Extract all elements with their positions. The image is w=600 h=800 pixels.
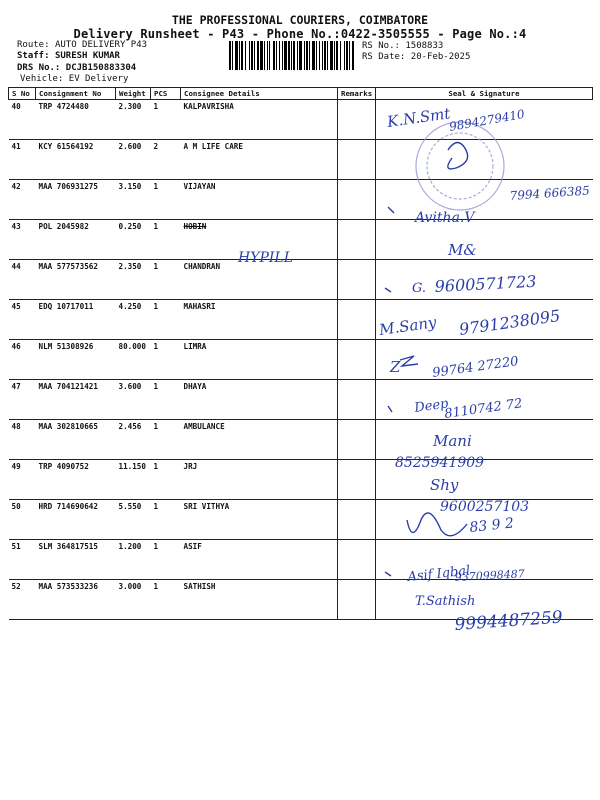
cell-weight (116, 340, 151, 380)
cell-consignee-text: CHANDRAN (183, 262, 221, 271)
cell-consignment (36, 580, 116, 620)
table-row (9, 580, 593, 620)
cell-consignee (181, 460, 338, 500)
cell-consignee-text: A M LIFE CARE (183, 142, 243, 151)
cell-weight-text: 3.000 (118, 582, 142, 591)
rs-date-value: 20-Feb-2025 (410, 52, 471, 62)
cell-weight (116, 100, 151, 140)
barcode-bar (245, 41, 246, 70)
barcode-bar (254, 41, 255, 70)
cell-sno (9, 140, 36, 180)
cell-weight-text: 0.250 (118, 222, 142, 231)
barcode-bar (324, 41, 326, 70)
cell-remarks (338, 540, 376, 580)
barcode-bar (260, 41, 263, 70)
barcode-bar (241, 41, 243, 70)
cell-pcs-text: 1 (153, 502, 159, 511)
cell-pcs-text: 1 (153, 302, 159, 311)
cell-pcs (151, 580, 181, 620)
handwritten-ph52: 9994487259 (453, 607, 564, 635)
cell-remarks (338, 140, 376, 180)
cell-consignment (36, 140, 116, 180)
handwritten-sig43: M& (448, 241, 477, 259)
cell-consignment-text: MAA 302810665 (38, 422, 98, 431)
cell-remarks (338, 300, 376, 340)
cell-consignee-text: DHAYA (183, 382, 207, 391)
handwritten-ph49: 9600257103 (440, 499, 530, 515)
cell-consignee (181, 540, 338, 580)
barcode-bar (336, 41, 338, 70)
handwritten-sig45: M.Sany (378, 313, 438, 339)
cell-consignee (181, 340, 338, 380)
cell-weight-text: 80.000 (118, 342, 146, 351)
table-row (9, 140, 593, 180)
cell-consignment (36, 180, 116, 220)
table-row (9, 100, 593, 140)
cell-consignee-text: SRI VITHYA (183, 502, 230, 511)
cell-pcs (151, 100, 181, 140)
handwritten-ph48: 8525941909 (395, 455, 485, 471)
cell-sno (9, 300, 36, 340)
table-row (9, 540, 593, 580)
cell-weight-text: 2.300 (118, 102, 142, 111)
barcode-bar (327, 41, 328, 70)
barcode-bar (322, 41, 323, 70)
col-sno: S No (9, 87, 36, 100)
cell-signature (376, 100, 593, 140)
cell-consignee (181, 420, 338, 460)
staff-value: SURESH KUMAR (54, 51, 120, 61)
cell-sno-text: 49 (11, 462, 21, 471)
drs-label: DRS No.: (17, 63, 61, 73)
cell-weight-text: 3.600 (118, 382, 142, 391)
barcode-bar (312, 41, 315, 70)
cell-consignment-text: EDQ 10717011 (38, 302, 94, 311)
cell-consignment (36, 300, 116, 340)
cell-pcs (151, 260, 181, 300)
cell-pcs (151, 300, 181, 340)
cell-consignee (181, 380, 338, 420)
barcode-bar (291, 41, 292, 70)
cell-pcs-text: 1 (153, 262, 159, 271)
cell-pcs-text: 1 (153, 462, 159, 471)
staff-label: Staff: (17, 51, 50, 61)
cell-sno (9, 340, 36, 380)
cell-consignment-text: POL 2045982 (38, 222, 89, 231)
cell-weight (116, 140, 151, 180)
handwritten-ph50: 83 9 2 (468, 515, 515, 536)
cell-consignee-text: AMBULANCE (183, 422, 225, 431)
barcode-bar (346, 41, 348, 70)
handwritten-sig42: Avitha.V (415, 210, 475, 226)
cell-remarks (338, 420, 376, 460)
cell-weight-text: 5.550 (118, 502, 142, 511)
handwritten-ph51: 9370998487 (454, 567, 526, 584)
cell-sno (9, 580, 36, 620)
cell-signature (376, 340, 593, 380)
cell-consignment-text: TRP 4724480 (38, 102, 89, 111)
handwritten-ph46: 99764 27220 (431, 354, 520, 381)
barcode-bar (293, 41, 295, 70)
cell-signature (376, 580, 593, 620)
table-row (9, 220, 593, 260)
vehicle-line (20, 74, 128, 84)
cell-sno (9, 100, 36, 140)
handwritten-ph45: 9791238095 (457, 305, 562, 339)
cell-weight (116, 580, 151, 620)
runsheet-table (8, 87, 593, 620)
barcode-bar (344, 41, 345, 70)
cell-consignee-text: SATHISH (183, 582, 216, 591)
barcode-bar (264, 41, 265, 70)
cell-consignee-text: LIMRA (183, 342, 207, 351)
cell-pcs-text: 1 (153, 422, 159, 431)
cell-sno (9, 380, 36, 420)
cell-consignee-text: VIJAYAN (183, 182, 216, 191)
cell-pcs-text: 1 (153, 582, 159, 591)
barcode-bar (249, 41, 250, 70)
barcode (229, 41, 355, 70)
cell-sno (9, 260, 36, 300)
cell-remarks (338, 580, 376, 620)
cell-remarks (338, 380, 376, 420)
barcode-bar (276, 41, 277, 70)
rs-no-line (362, 41, 443, 51)
cell-sno (9, 460, 36, 500)
handwritten-sig48: Mani (433, 432, 472, 450)
cell-pcs-text: 1 (153, 102, 159, 111)
cell-pcs (151, 500, 181, 540)
cell-weight (116, 300, 151, 340)
company-name: THE PROFESSIONAL COURIERS, COIMBATORE (171, 13, 429, 27)
barcode-bar (282, 41, 283, 70)
route-value: AUTO DELIVERY P43 (54, 40, 148, 50)
barcode-bar (319, 41, 320, 70)
cell-consignment-text: SLM 364817515 (38, 542, 98, 551)
cell-weight-text: 2.600 (118, 142, 142, 151)
handwritten-ph42: 7994 666385 (509, 183, 591, 203)
handwritten-ph47: 8110742 72 (443, 396, 524, 422)
table-row (9, 500, 593, 540)
cell-weight-text: 4.250 (118, 302, 142, 311)
cell-sno-text: 43 (11, 222, 21, 231)
cell-sno (9, 220, 36, 260)
table-row (9, 340, 593, 380)
cell-pcs-text: 1 (153, 382, 159, 391)
cell-pcs-text: 1 (153, 342, 159, 351)
cell-signature (376, 380, 593, 420)
col-consignee: Consignee Details (181, 87, 338, 100)
cell-consignee (181, 580, 338, 620)
cell-signature (376, 460, 593, 500)
cell-consignee (181, 500, 338, 540)
cell-remarks (338, 220, 376, 260)
cell-consignee (181, 220, 338, 260)
cell-signature (376, 220, 593, 260)
drs-value: DCJB150883304 (65, 63, 137, 73)
cell-consignment-text: TRP 4090752 (38, 462, 89, 471)
barcode-bar (267, 41, 268, 70)
cell-pcs (151, 180, 181, 220)
col-remarks: Remarks (338, 87, 376, 100)
cell-remarks (338, 340, 376, 380)
cell-consignment (36, 260, 116, 300)
cell-sno (9, 420, 36, 460)
barcode-bar (330, 41, 333, 70)
cell-sno-text: 52 (11, 582, 21, 591)
barcode-bar (316, 41, 317, 70)
handwritten-sig40: K.N.Smt (386, 104, 452, 131)
col-seal-signature: Seal & Signature (376, 87, 593, 100)
cell-weight (116, 180, 151, 220)
barcode-bar (352, 41, 354, 70)
cell-sno (9, 180, 36, 220)
cell-consignee-text: HOBIN (183, 222, 207, 231)
col-pcs: PCS (151, 87, 181, 100)
handwritten-sig44: G. (412, 281, 427, 296)
table-header-row (9, 87, 593, 100)
cell-sno-text: 41 (11, 142, 21, 151)
barcode-bar (340, 41, 341, 70)
cell-remarks (338, 500, 376, 540)
cell-sno-text: 47 (11, 382, 21, 391)
barcode-bar (284, 41, 287, 70)
handwritten-sig49: Shy (430, 476, 459, 494)
cell-pcs (151, 380, 181, 420)
cell-consignee-text: ASIF (183, 542, 202, 551)
handwritten-ph44: 9600571723 (434, 271, 537, 296)
cell-signature (376, 540, 593, 580)
barcode-bar (288, 41, 290, 70)
barcode-bar (349, 41, 350, 70)
barcode-bar (229, 41, 231, 70)
cell-weight (116, 500, 151, 540)
col-weight: Weight (116, 87, 151, 100)
cell-consignment (36, 220, 116, 260)
cell-consignment-text: MAA 704121421 (38, 382, 98, 391)
cell-signature (376, 180, 593, 220)
cell-weight (116, 420, 151, 460)
cell-weight-text: 2.456 (118, 422, 142, 431)
cell-sno (9, 500, 36, 540)
rs-date-label: RS Date: (362, 52, 406, 62)
cell-pcs-text: 1 (153, 182, 159, 191)
vehicle-value: EV Delivery (68, 74, 129, 84)
cell-weight-text: 2.350 (118, 262, 142, 271)
table-row (9, 300, 593, 340)
handwritten-hypill: HYPILL (238, 250, 293, 266)
cell-consignee (181, 260, 338, 300)
cell-weight-text: 3.150 (118, 182, 142, 191)
cell-weight (116, 220, 151, 260)
cell-sno (9, 540, 36, 580)
cell-weight (116, 460, 151, 500)
cell-weight (116, 540, 151, 580)
cell-remarks (338, 260, 376, 300)
cell-sno-text: 51 (11, 542, 21, 551)
cell-signature (376, 500, 593, 540)
cell-remarks (338, 460, 376, 500)
barcode-bar (232, 41, 233, 70)
cell-consignee (181, 180, 338, 220)
cell-pcs (151, 340, 181, 380)
handwritten-sig46: Z (390, 358, 401, 376)
handwritten-sig51: Asif Iqbal (406, 563, 471, 585)
route-line (17, 40, 147, 50)
barcode-bar (235, 41, 238, 70)
cell-pcs (151, 220, 181, 260)
table-row (9, 260, 593, 300)
col-consignment: Consignment No (36, 87, 116, 100)
cell-pcs (151, 140, 181, 180)
barcode-bar (306, 41, 308, 70)
barcode-bar (273, 41, 275, 70)
cell-consignment (36, 380, 116, 420)
barcode-bar (257, 41, 259, 70)
runsheet-title: Delivery Runsheet - P43 - Phone No.:0422-3505555 - Page No.:4 (73, 27, 527, 41)
cell-sno-text: 48 (11, 422, 21, 431)
cell-pcs (151, 540, 181, 580)
drs-line (17, 63, 136, 73)
barcode-bar (251, 41, 253, 70)
cell-consignee (181, 140, 338, 180)
cell-sno-text: 40 (11, 102, 21, 111)
rs-no-label: RS No.: (362, 41, 400, 51)
barcode-bar (269, 41, 270, 70)
staff-line (17, 51, 120, 61)
cell-pcs-text: 1 (153, 222, 159, 231)
barcode-bar (279, 41, 280, 70)
cell-weight (116, 260, 151, 300)
cell-signature (376, 260, 593, 300)
cell-sno-text: 45 (11, 302, 21, 311)
cell-consignment-text: KCY 61564192 (38, 142, 94, 151)
barcode-bar (299, 41, 302, 70)
handwritten-sig47: Deep (413, 396, 450, 416)
rs-date-line (362, 52, 470, 62)
barcode-bar (309, 41, 310, 70)
cell-weight-text: 11.150 (118, 462, 146, 471)
cell-consignment (36, 500, 116, 540)
cell-consignee-text: JRJ (183, 462, 198, 471)
cell-remarks (338, 100, 376, 140)
cell-consignment (36, 340, 116, 380)
cell-consignment (36, 460, 116, 500)
cell-sno-text: 42 (11, 182, 21, 191)
barcode-bar (304, 41, 305, 70)
rs-no-value: 1508833 (405, 41, 444, 51)
cell-sno-text: 50 (11, 502, 21, 511)
vehicle-label: Vehicle: (20, 74, 64, 84)
cell-signature (376, 300, 593, 340)
barcode-bar (297, 41, 298, 70)
table-row (9, 180, 593, 220)
cell-consignee (181, 300, 338, 340)
cell-consignment-text: NLM 51308926 (38, 342, 94, 351)
barcode-bar (239, 41, 240, 70)
cell-consignment-text: MAA 706931275 (38, 182, 98, 191)
cell-signature (376, 140, 593, 180)
cell-pcs-text: 2 (153, 142, 159, 151)
cell-sno-text: 44 (11, 262, 21, 271)
cell-remarks (338, 180, 376, 220)
table-row (9, 380, 593, 420)
barcode-bar (334, 41, 335, 70)
cell-consignee-text: KALPAVRISHA (183, 102, 234, 111)
cell-pcs (151, 460, 181, 500)
cell-consignment (36, 100, 116, 140)
cell-consignment-text: HRD 714690642 (38, 502, 98, 511)
cell-weight-text: 1.200 (118, 542, 142, 551)
table-row (9, 460, 593, 500)
handwritten-sig52: T.Sathish (415, 594, 476, 609)
cell-consignee-text: MAHASRI (183, 302, 216, 311)
cell-consignment-text: MAA 577573562 (38, 262, 98, 271)
cell-consignee (181, 100, 338, 140)
cell-consignment-text: MAA 573533236 (38, 582, 98, 591)
cell-pcs (151, 420, 181, 460)
cell-consignment (36, 540, 116, 580)
handwritten-ph40: 9894279410 (448, 106, 526, 134)
route-label: Route: (17, 40, 50, 50)
cell-consignment (36, 420, 116, 460)
table-row (9, 420, 593, 460)
cell-weight (116, 380, 151, 420)
cell-sno-text: 46 (11, 342, 21, 351)
cell-pcs-text: 1 (153, 542, 159, 551)
cell-signature (376, 420, 593, 460)
